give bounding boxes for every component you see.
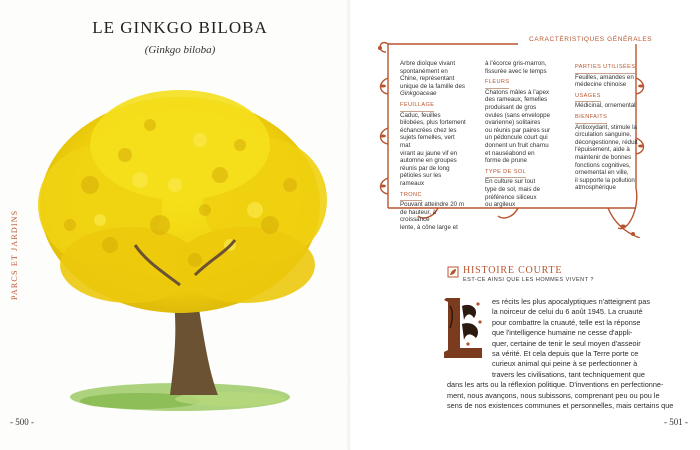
fleurs-line: un pédoncule court qui bbox=[485, 134, 548, 142]
text-line: pour combattre la cruauté, telle est la réponse bbox=[492, 317, 641, 327]
page-title: LE GINKGO BILOBA bbox=[92, 18, 268, 37]
characteristics-column-1 bbox=[400, 60, 466, 231]
decorated-dropcap-l bbox=[438, 292, 488, 362]
text-line: la noirceur de celui du 6 août 1945. La cruauté bbox=[492, 307, 643, 317]
history-title: HISTOIRE COURTE bbox=[463, 265, 563, 276]
sol-line: ou argileux bbox=[485, 201, 516, 209]
parties-heading: PARTIES UTILISÉES bbox=[575, 64, 635, 74]
page-number-left: - 500 - bbox=[10, 417, 34, 427]
fleurs-heading: FLEURS bbox=[485, 79, 509, 89]
fleurs-line: donnent un fruit charnu bbox=[485, 141, 549, 149]
intro-line: Arbre dioïque vivant bbox=[400, 60, 456, 67]
section-label: PARCS ET JARDINS bbox=[10, 209, 19, 300]
fleurs-line: ovules (sans enveloppe bbox=[485, 111, 551, 119]
parties-line: Feuilles, amandes en bbox=[575, 73, 634, 81]
scientific-name: (Ginkgo biloba) bbox=[144, 44, 216, 56]
bienfaits-line: ornemental en ville, bbox=[575, 169, 629, 177]
text-line: dans les arts ou la réflexion politique. D'inventions en perfectionne- bbox=[447, 380, 664, 390]
intro-line: Chine, représentant bbox=[400, 75, 455, 83]
fleurs-line: des rameaux, femelles bbox=[485, 96, 548, 104]
tronc-heading: TRONC bbox=[400, 192, 422, 202]
bienfaits-line: l'épuisement, aide à bbox=[575, 146, 630, 154]
usages-line: Médicinal, ornemental bbox=[575, 102, 636, 110]
bienfaits-line: circulation sanguine, bbox=[575, 131, 632, 139]
feuillage-line: pétioles sur les rameaux bbox=[400, 172, 442, 187]
tronc-line: Pouvant atteindre 20 m bbox=[400, 201, 464, 209]
text-line: es récits les plus apocalyptiques n'atteignent pas bbox=[492, 297, 650, 306]
feuillage-line: réunis par de long bbox=[400, 164, 450, 172]
history-subtitle: EST-CE AINSI QUE LES HOMMES VIVENT ? bbox=[463, 277, 594, 283]
feuillage-line: Caduc, feuilles bbox=[400, 111, 441, 119]
text-line: quer, certaine de tenir le seul moyen d'asseoir bbox=[492, 338, 641, 348]
characteristics-column-2 bbox=[485, 60, 551, 209]
text-line: sa vérité. Et cela depuis que la Terre porte ce bbox=[492, 349, 639, 359]
parties-line: médecine chinoise bbox=[575, 81, 627, 89]
tronc-line: de hauteur, à croissance bbox=[400, 208, 437, 224]
feuillage-heading: FEUILLAGE bbox=[400, 102, 434, 112]
leaf-ornament-icon bbox=[447, 266, 459, 278]
sol-line: préférence siliceux bbox=[485, 193, 537, 201]
bienfaits-line: décongestionne, réduit bbox=[575, 138, 638, 146]
usages-heading: USAGES bbox=[575, 93, 601, 103]
feuillage-line: virant au jaune vif en bbox=[400, 149, 458, 157]
text-line: ment, nous avançons, nous subissons, comprenant peu ou pou le bbox=[447, 390, 660, 400]
fleurs-line: ou réunis par paires sur bbox=[485, 126, 551, 134]
bienfaits-line: Antioxydant, stimule la bbox=[575, 123, 637, 131]
characteristics-column-3 bbox=[575, 60, 641, 192]
feuillage-line: échancrées chez les bbox=[400, 126, 457, 134]
right-page bbox=[350, 0, 700, 450]
history-text-block-2 bbox=[447, 370, 672, 412]
sol-line: type de sol, mais de bbox=[485, 185, 541, 193]
bienfaits-line: fonctions cognitives, bbox=[575, 161, 631, 169]
intro-family: Ginkgoaceae bbox=[400, 90, 437, 98]
text-line: curieux animal qui peine à se perfectionner à bbox=[492, 359, 638, 369]
bienfaits-line: atmosphérique bbox=[575, 184, 616, 192]
tronc-line: lente, à cône large et bbox=[400, 223, 458, 231]
bienfaits-heading: BIENFAITS bbox=[575, 114, 607, 124]
fleurs-line: Chatons mâles à l'apex bbox=[485, 88, 550, 96]
characteristics-title: CARACTÉRISTIQUES GÉNÉRALES bbox=[525, 36, 656, 43]
history-text-block-1 bbox=[492, 297, 672, 370]
bienfaits-line: il supporte la pollution bbox=[575, 176, 635, 184]
ginkgo-tree-illustration bbox=[30, 85, 330, 420]
bienfaits-line: maintenir de bonnes bbox=[575, 153, 632, 161]
tronc-continued-line: à l'écorce gris-marron, bbox=[485, 60, 547, 67]
sol-heading: TYPE DE SOL bbox=[485, 169, 526, 179]
feuillage-line: bilobées, plus fortement bbox=[400, 119, 466, 127]
fleurs-line: produisant de gros bbox=[485, 103, 537, 111]
text-line: sens de nos existences communes et personnelles, mais certains que bbox=[447, 401, 674, 411]
text-line: travers les civilisations, tant techniquement que bbox=[492, 370, 645, 379]
text-line: que l'intelligence humaine ne cesse d'appli- bbox=[492, 328, 633, 338]
feuillage-line: sujets femelles, vert mat bbox=[400, 134, 455, 149]
fleurs-line: et nauséabond en bbox=[485, 149, 535, 157]
page-number-right: - 501 - bbox=[664, 417, 688, 427]
fleurs-line: forme de prune bbox=[485, 157, 527, 165]
feuillage-line: automne en groupes bbox=[400, 157, 457, 165]
fleurs-line: ovarienne) solitaires bbox=[485, 119, 541, 127]
tronc-continued-line: fissurée avec le temps bbox=[485, 67, 547, 75]
intro-line: unique de la famille des bbox=[400, 82, 466, 90]
sol-line: En culture sur tout bbox=[485, 178, 536, 186]
intro-line: spontanément en bbox=[400, 67, 448, 75]
